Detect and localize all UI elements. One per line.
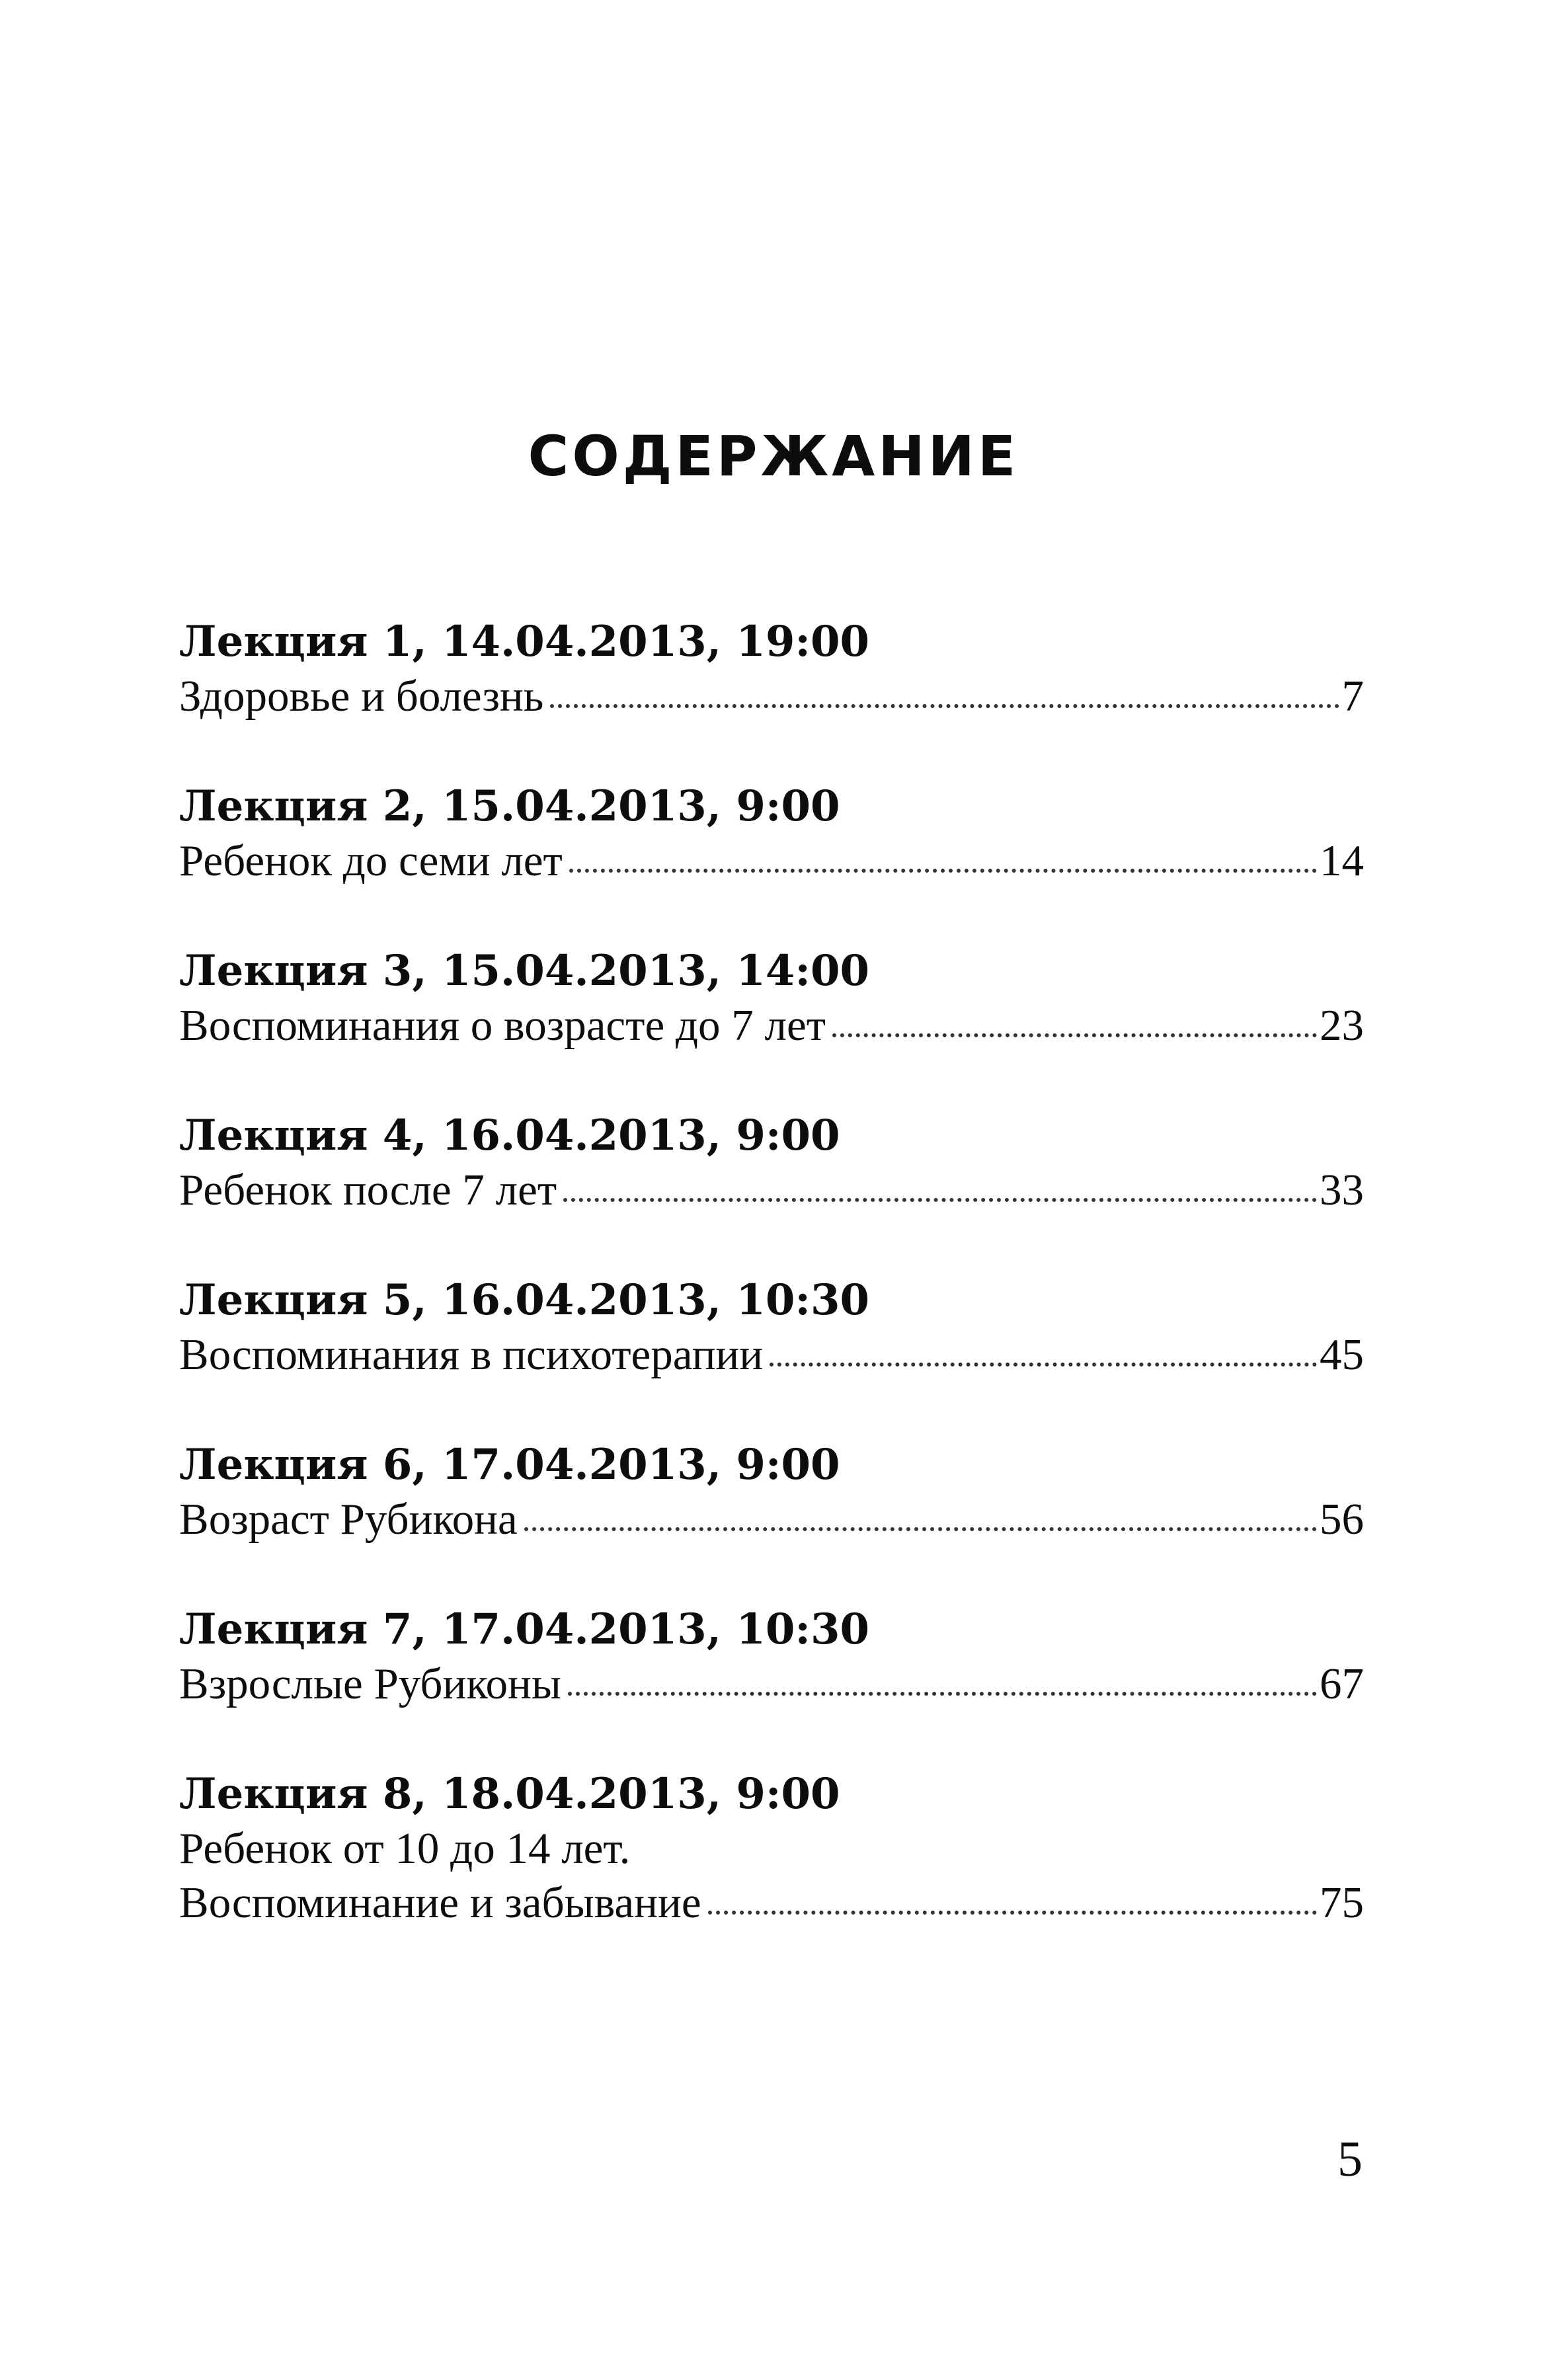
- lecture-heading: Лекция 4, 16.04.2013, 9:00: [179, 1111, 840, 1160]
- toc-line[interactable]: [179, 834, 1364, 888]
- chapter-page-number: 45: [1320, 1330, 1364, 1379]
- chapter-page-number: 14: [1320, 836, 1364, 885]
- lecture-heading: Лекция 8, 18.04.2013, 9:00: [179, 1769, 840, 1819]
- lecture-heading: Лекция 2, 15.04.2013, 9:00: [179, 781, 840, 831]
- toc-entry: [179, 1273, 1364, 1438]
- chapter-page-number: 67: [1320, 1659, 1364, 1708]
- table-of-contents: [179, 615, 1364, 1932]
- toc-entry: [179, 779, 1364, 944]
- toc-entry: [179, 1603, 1364, 1767]
- toc-line[interactable]: [179, 1876, 1364, 1930]
- chapter-title: Воспоминания о возрасте до 7 лет: [179, 1001, 826, 1050]
- toc-line[interactable]: [179, 669, 1364, 723]
- chapter-title: Здоровье и болезнь: [179, 672, 544, 721]
- chapter-page-number: 56: [1320, 1495, 1364, 1544]
- chapter-page-number: 7: [1341, 672, 1364, 721]
- dot-leader: [524, 1527, 1317, 1531]
- dot-leader: [550, 704, 1339, 708]
- lecture-heading: Лекция 1, 14.04.2013, 19:00: [179, 617, 870, 666]
- chapter-page-number: 75: [1320, 1878, 1364, 1927]
- toc-line[interactable]: [179, 998, 1364, 1052]
- toc-entry: [179, 944, 1364, 1109]
- dot-leader: [832, 1033, 1317, 1037]
- dot-leader: [563, 1198, 1317, 1202]
- dot-leader: [708, 1911, 1317, 1915]
- toc-entry: [179, 1109, 1364, 1273]
- toc-line[interactable]: [179, 1328, 1364, 1382]
- chapter-title: Ребенок до семи лет: [179, 836, 563, 885]
- toc-line[interactable]: [179, 1163, 1364, 1217]
- dot-leader: [568, 1692, 1317, 1696]
- dot-leader: [770, 1363, 1317, 1367]
- toc-line[interactable]: [179, 1657, 1364, 1711]
- chapter-page-number: 23: [1320, 1001, 1364, 1050]
- chapter-title: Ребенок после 7 лет: [179, 1166, 557, 1214]
- toc-line[interactable]: [179, 1492, 1364, 1546]
- toc-entry: [179, 615, 1364, 779]
- toc-entry: [179, 1767, 1364, 1932]
- chapter-title: Воспоминания в психотерапии: [179, 1330, 764, 1379]
- dot-leader: [569, 869, 1317, 873]
- chapter-title: Взрослые Рубиконы: [179, 1659, 561, 1708]
- lecture-heading: Лекция 3, 15.04.2013, 14:00: [179, 946, 870, 996]
- page-title: СОДЕРЖАНИЕ: [528, 424, 1019, 489]
- chapter-page-number: 33: [1320, 1166, 1364, 1214]
- toc-entry: [179, 1438, 1364, 1603]
- chapter-title-line: Ребенок от 10 до 14 лет.: [179, 1824, 631, 1873]
- lecture-heading: Лекция 5, 16.04.2013, 10:30: [179, 1275, 870, 1325]
- lecture-heading: Лекция 7, 17.04.2013, 10:30: [179, 1605, 870, 1654]
- chapter-title: Воспоминание и забывание: [179, 1878, 701, 1927]
- chapter-title: Возраст Рубикона: [179, 1495, 518, 1544]
- lecture-heading: Лекция 6, 17.04.2013, 9:00: [179, 1440, 840, 1489]
- page-number: 5: [1337, 2131, 1363, 2187]
